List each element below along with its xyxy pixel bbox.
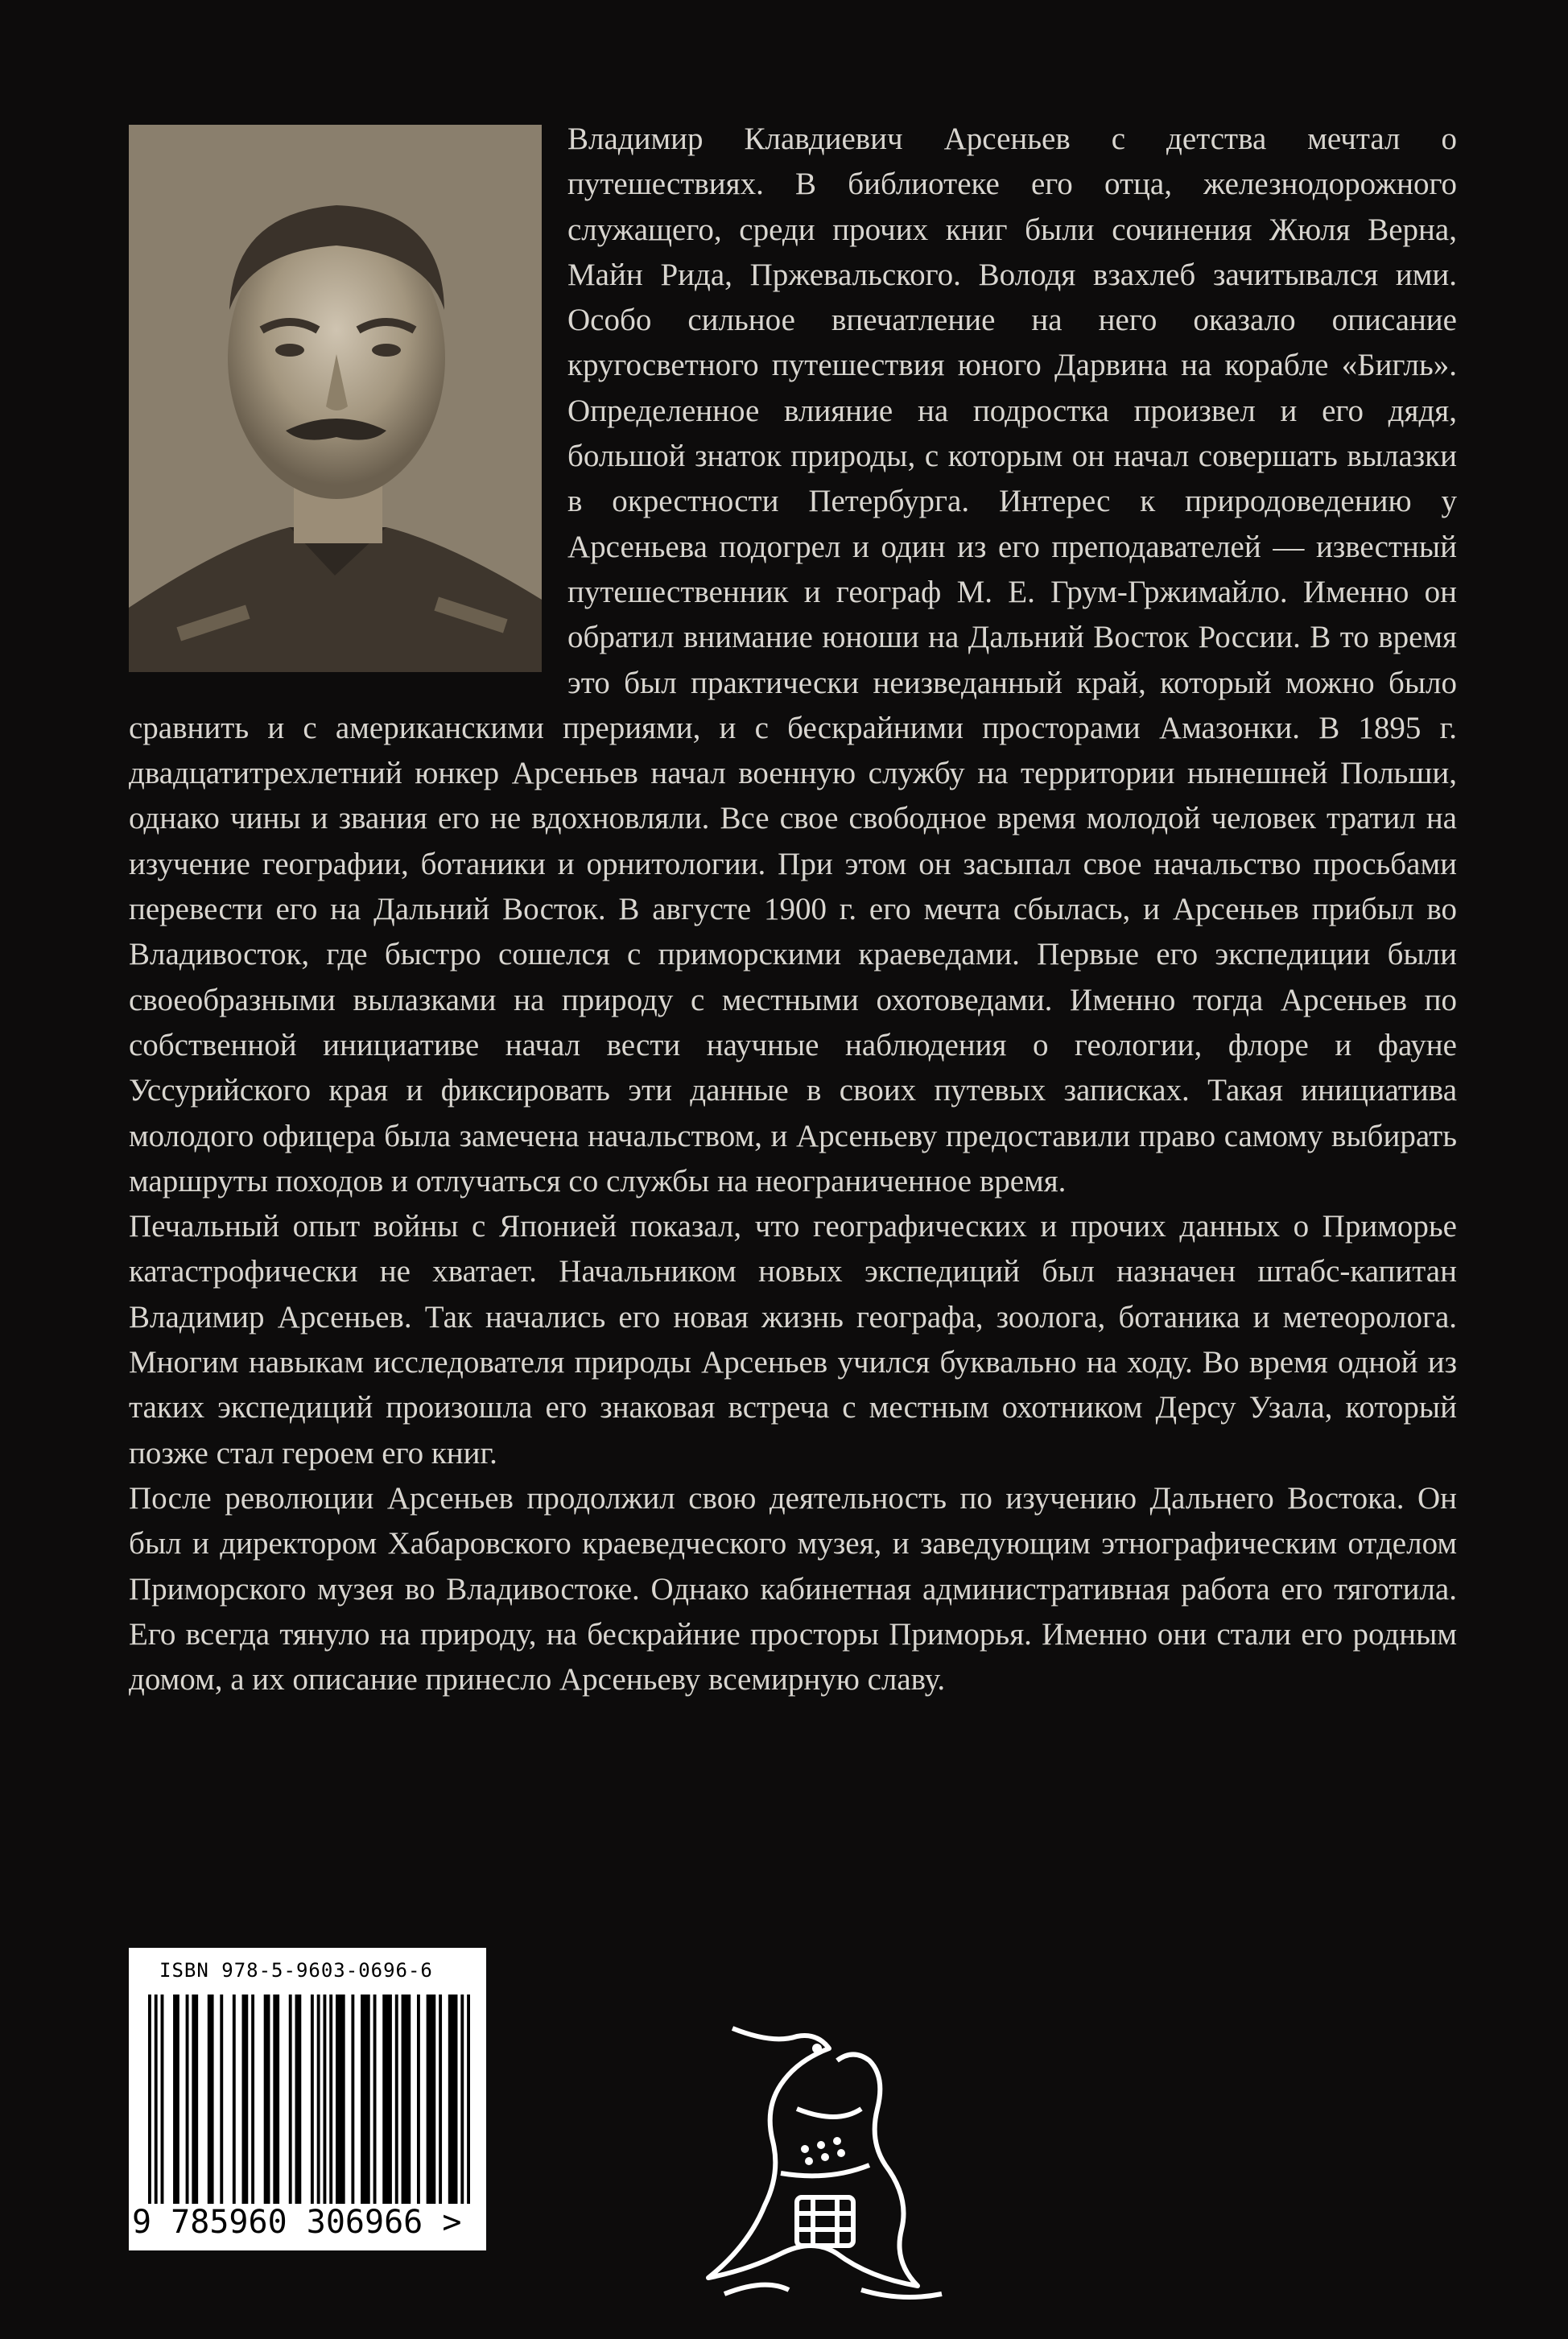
paragraph-1: Владимир Клавдиевич Арсеньев с детства мечтал о путешествиях. В библиотеке его отца, железнодорожного служащего, среди прочих книг были сочинения Жюля Верна, Майн Рида, Пржевальского. Володя взахлеб зачитывался ими. Особо сильное впечатление на него оказало описание кругосветного путешествия юного Дарвина на корабле «Бигль». Определенное влияние на подростка произвел и его дядя, большой знаток природы, с которым он начал совершать вылазки в окрестности Петербурга. Интерес к природоведению у Арсеньева подогрел и один из его преподавателей — известный путешественник и географ М. Е. Грум-Гржимайло. Именно он обратил внимание юноши на Дальний Восток России. В то время это был практически неизведанный край, который можно было сравнить и с американскими прериями, и с бескрайними просторами Амазонки. В 1895 г. двадцатитрехлетний юнкер Арсеньев начал военную службу на территории нынешней Польши, однако чины и звания его не вдохновляли. Все свое свободное время молодой человек тратил на изучение географии, ботаники и орнитологии. При этом он засыпал свое начальство просьбами перевести его на Дальний Восток. В августе 1900 г. его мечта сбылась, и Арсеньев прибыл во Владивосток, где быстро сошелся с приморскими краеведами. Первые его экспедиции были своеобразными вылазками на природу с местными охотоведами. Именно тогда Арсеньев по собственной инициативе начал вести научные наблюдения о геологии, флоре и фауне Уссурийского края и фиксировать эти данные в своих путевых записках. Такая инициатива молодого офицера была замечена начальством, и Арсеньеву предоставили право самому выбирать маршруты походов и отлучаться со службы на неограниченное время. [129, 122, 1457, 1198]
paragraph-3: После революции Арсеньев продолжил свою деятельность по изучению Дальнего Востока. Он был и директором Хабаровского краеведческого музея, и заведующим этнографическим отделом Приморского музея во Владивостоке. Однако кабинетная административная работа его тяготила. Его всегда тянуло на природу, на бескрайние просторы Приморья. Именно они стали его родным домом, а их описание принесло Арсеньеву всемирную славу. [129, 1480, 1457, 1698]
isbn-barcode [129, 1948, 486, 2250]
barcode-digits: 9 785960 306966 > [132, 2204, 462, 2241]
biography-text [129, 117, 1457, 1702]
photo-wrap-space [129, 117, 567, 680]
paragraph-2: Печальный опыт войны с Японией показал, что географических и прочих данных о Приморье катастрофически не хватает. Начальником новых экспедиций был назначен штабс-капитан Владимир Арсеньев. Так начались его новая жизнь географа, зоолога, ботаника и метеоролога. Многим навыкам исследователя природы Арсеньев учился буквально на ходу. Во время одной из таких экспедиций произошла его знаковая встреча с местным охотником Дерсу Узала, который позже стал героем его книг. [129, 1209, 1457, 1471]
isbn-label: ISBN 978-5-9603-0696-6 [159, 1959, 433, 1982]
dragon-emblem-icon [676, 2012, 966, 2310]
barcode-bars [148, 1995, 470, 2204]
